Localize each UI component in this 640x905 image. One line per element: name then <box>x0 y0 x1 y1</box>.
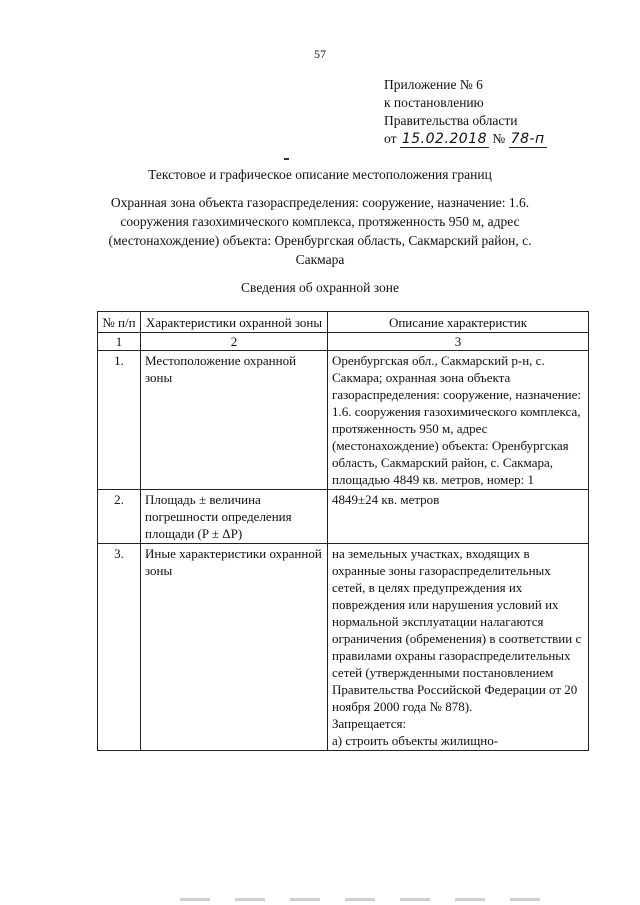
page-number: 57 <box>314 47 326 61</box>
row-characteristic: Местоположение охранной зоны <box>141 351 328 490</box>
appendix-line-1: Приложение № 6 <box>384 77 483 92</box>
document-title: Текстовое и графическое описание местоположения границ <box>148 167 492 182</box>
header-characteristic: Характеристики охранной зоны <box>141 312 328 333</box>
index-cell: 3 <box>328 333 589 351</box>
row-value: на земельных участках, входящих в охранные зоны газораспределительных сетей, в целях предупреждения их повреждения или нарушения условий их нормальной эксплуатации налагаются ограничения (обременения) в соответствии с правилами охраны газораспределительных сетей (утвержденными постановлением Правительства Российской Федерации от 20 ноября 2000 года № 878). <box>332 546 582 714</box>
from-label: от <box>384 131 397 146</box>
header-number: № п/п <box>98 312 141 333</box>
row-value-extra: а) строить объекты жилищно- <box>332 733 499 748</box>
table-row <box>98 544 589 751</box>
table-row <box>98 490 589 544</box>
appendix-block <box>384 76 547 148</box>
stray-mark <box>284 158 289 160</box>
row-value-extra: Запрещается: <box>332 716 407 731</box>
handwritten-number: 78-п <box>510 131 545 147</box>
row-value: 4849±24 кв. метров <box>328 490 589 544</box>
zone-table <box>97 311 589 751</box>
table-index-row <box>98 333 589 351</box>
row-characteristic: Иные характеристики охранной зоны <box>141 544 328 751</box>
table-header-row <box>98 312 589 333</box>
row-number: 2. <box>98 490 141 544</box>
appendix-line-2: к постановлению <box>384 95 484 110</box>
number-label: № <box>492 131 506 146</box>
object-description: Охранная зона объекта газораспределения: сооружение, назначение: 1.6. сооружения газохимического комплекса, протяженность 950 м, адрес (местонахождение) объекта: Оренбургская область, Сакмарский район, с. Сакмара <box>108 195 532 267</box>
header-description: Описание характеристик <box>328 312 589 333</box>
row-number: 1. <box>98 351 141 490</box>
row-value: Оренбургская обл., Сакмарский р-н, с. Сакмара; охранная зона объекта газораспределения: сооружение, назначение: 1.6. сооружения газохимического комплекса, протяженность 950 м, адрес (местонахождение) объекта: Оренбургская область, Сакмарский район, с. Сакмара, площадью 4849 кв. метров, номер: 1 <box>328 351 589 490</box>
table-row <box>98 351 589 490</box>
section-subtitle: Сведения об охранной зоне <box>241 280 399 295</box>
index-cell: 2 <box>141 333 328 351</box>
appendix-date-line <box>384 130 547 148</box>
index-cell: 1 <box>98 333 141 351</box>
bleed-through-marks <box>180 898 560 901</box>
row-characteristic: Площадь ± величина погрешности определения площади (P ± ΔP) <box>141 490 328 544</box>
appendix-line-3: Правительства области <box>384 113 518 128</box>
row-value-cell <box>328 544 589 751</box>
handwritten-date: 15.02.2018 <box>401 131 488 147</box>
row-number: 3. <box>98 544 141 751</box>
